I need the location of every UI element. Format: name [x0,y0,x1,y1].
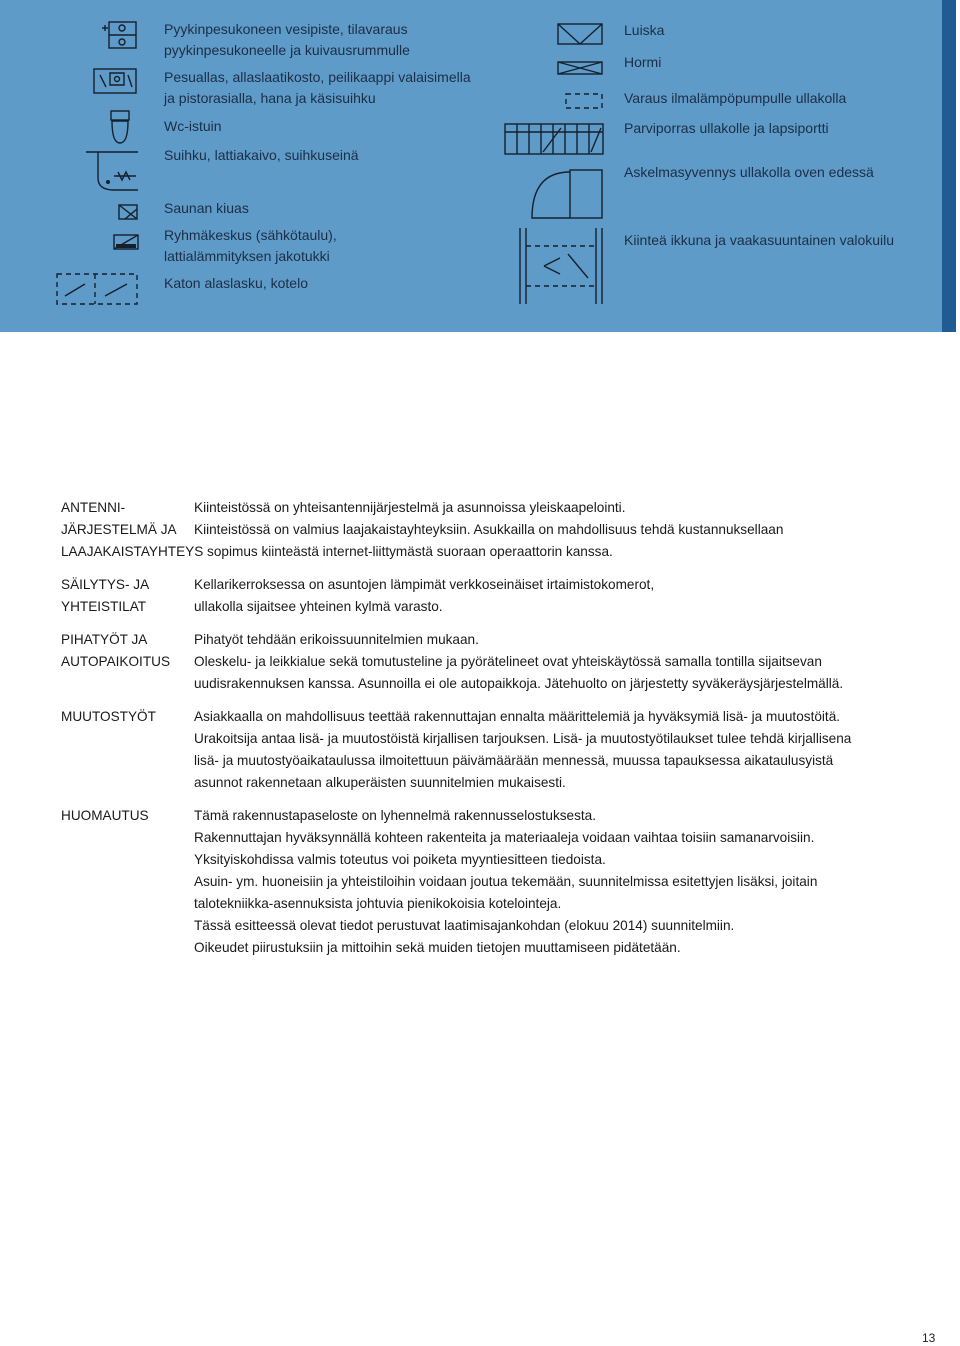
legend-text-step-recess [624,162,874,183]
section-line: Rakennuttajan hyväksynnällä kohteen rakenteita ja materiaaleja voidaan vaihtaa toisiin samanarvoisiin. [194,830,815,845]
section-line: Yksityiskohdissa valmis toteutus voi poiketa myyntiesitteen tiedoista. [194,852,606,867]
legend-text-shower [164,145,359,166]
section-line: Kellarikerroksessa on asuntojen lämpimät verkkoseinäiset irtaimistokomerot, [194,577,655,592]
section-line: Asiakkaalla on mahdollisuus teettää rakennuttajan ennalta määrittelemiä ja hyväksymiä lisä- ja muutostöitä. [194,709,841,724]
section-line: Kiinteistössä on yhteisantennijärjestelmä ja asunnoissa yleiskaapelointi. [194,500,626,515]
flue-symbol-icon [556,60,604,76]
legend-line: Varaus ilmalämpöpumpulle ullakolla [624,90,847,106]
section-body [194,629,914,695]
section-label: HUOMAUTUS [61,808,149,823]
section-label: SÄILYTYS- JA YHTEISTILAT [61,577,150,614]
legend-text-sauna-stove [164,198,249,219]
legend-line: Kiinteä ikkuna ja vaakasuuntainen valokuilu [624,232,895,248]
shower-symbol-icon [84,150,140,192]
legend-line: Ryhmäkeskus (sähkötaulu), [164,227,337,243]
legend-line: Pyykinpesukoneen vesipiste, tilavaraus [164,21,408,37]
section-line: Asuin- ym. huoneisiin ja yhteistiloihin voidaan joutua tekemään, suunnitelmissa esitettyjen lisäksi, joitain [194,874,818,889]
legend-line: Hormi [624,54,662,70]
legend-text-heat-pump [624,88,846,109]
legend-text-washing-machine [164,19,410,61]
section-body [194,805,914,959]
legend-edge-stripe [942,0,956,332]
sauna-stove-symbol-icon [117,203,139,221]
section-line: lisä- ja muutostyöaikataulussa ilmoitettuun päivämäärään mennessä, muussa tapauksessa aikataulusyistä [194,753,834,768]
section-line: talotekniikka-asennuksista johtuvia pienikokoisia kotelointeja. [194,896,562,911]
legend-line: Katon alaslasku, kotelo [164,275,308,291]
legend-text-sink [164,67,471,109]
section-line: Oleskelu- ja leikkialue sekä tomutusteline ja pyörätelineet ovat yhteiskäytössä samalla tontilla sijaitsevan [194,654,822,669]
legend-line: Wc-istuin [164,118,222,134]
legend-line: Luiska [624,22,665,38]
heat-pump-reservation-symbol-icon [564,92,604,110]
legend-line: Saunan kiuas [164,200,249,216]
section-label: PIHATYÖT JA AUTOPAIKOITUS [61,632,171,669]
legend-text-distribution-board [164,225,337,267]
legend-line: Askelmasyvennys ullakolla oven edessä [624,164,874,180]
section-label: MUUTOSTYÖT [61,709,156,724]
page-number: 13 [922,1331,936,1345]
section-line: uudisrakennuksen kanssa. Asunnoilla ei ole autopaikkoja. Jätehuolto on järjestetty syväkeräysjärjestelmällä. [194,676,844,691]
section-body [194,706,914,794]
sink-cabinet-symbol-icon [92,67,138,95]
legend-line: Pesuallas, allaslaatikosto, peilikaappi valaisimella [164,69,471,85]
legend-text-fixed-window [624,230,894,251]
legend-text-loft-stair [624,118,829,139]
section-antenna-wide-line: LAAJAKAISTAYHTEYS sopimus kiinteästä internet-liittymästä suoraan operaattorin kanssa. [61,544,613,559]
section-line: ullakolla sijaitsee yhteinen kylmä varasto. [194,599,443,614]
ceiling-drop-symbol-icon [55,272,139,306]
section-line: Urakoitsija antaa lisä- ja muutostöistä kirjallisen tarjouksen. Lisä- ja muutostyötilaukset tulee tehdä kirjallisena [194,731,852,746]
section-body [194,574,914,618]
section-line: asunnot rakennetaan alkuperäisten suunnitelmien mukaisesti. [194,775,566,790]
legend-text-toilet [164,116,222,137]
legend-line: pyykinpesukoneelle ja kuivausrummulle [164,42,410,58]
distribution-board-symbol-icon [112,232,140,252]
section-line: Kiinteistössä on valmius laajakaistayhteyksiin. Asukkailla on mahdollisuus tehdä kustannuksellaan [194,522,784,537]
section-line: Oikeudet piirustuksiin ja mittoihin sekä muiden tietojen muuttamiseen pidätetään. [194,940,681,955]
loft-stair-symbol-icon [503,122,605,156]
washing-machine-symbol-icon [100,20,140,50]
section-line: Tässä esitteessä olevat tiedot perustuvat laatimisajankohdan (elokuu 2014) suunnitelmiin. [194,918,735,933]
fixed-window-symbol-icon [516,226,606,306]
section-line: Pihatyöt tehdään erikoissuunnitelmien mukaan. [194,632,479,647]
section-label: ANTENNI- JÄRJESTELMÄ JA [61,500,177,537]
legend-text-slope [624,20,664,41]
toilet-symbol-icon [108,109,132,145]
slope-symbol-icon [556,22,604,46]
step-recess-symbol-icon [528,168,604,220]
section-body [194,497,914,541]
legend-line: lattialämmityksen jakotukki [164,248,330,264]
legend-line: Suihku, lattiakaivo, suihkuseinä [164,147,359,163]
legend-line: Parviporras ullakolle ja lapsiportti [624,120,829,136]
section-line: Tämä rakennustapaseloste on lyhennelmä rakennusselostuksesta. [194,808,597,823]
legend-text-flue [624,52,661,73]
legend-line: ja pistorasialla, hana ja käsisuihku [164,90,376,106]
legend-text-ceiling-drop [164,273,308,294]
